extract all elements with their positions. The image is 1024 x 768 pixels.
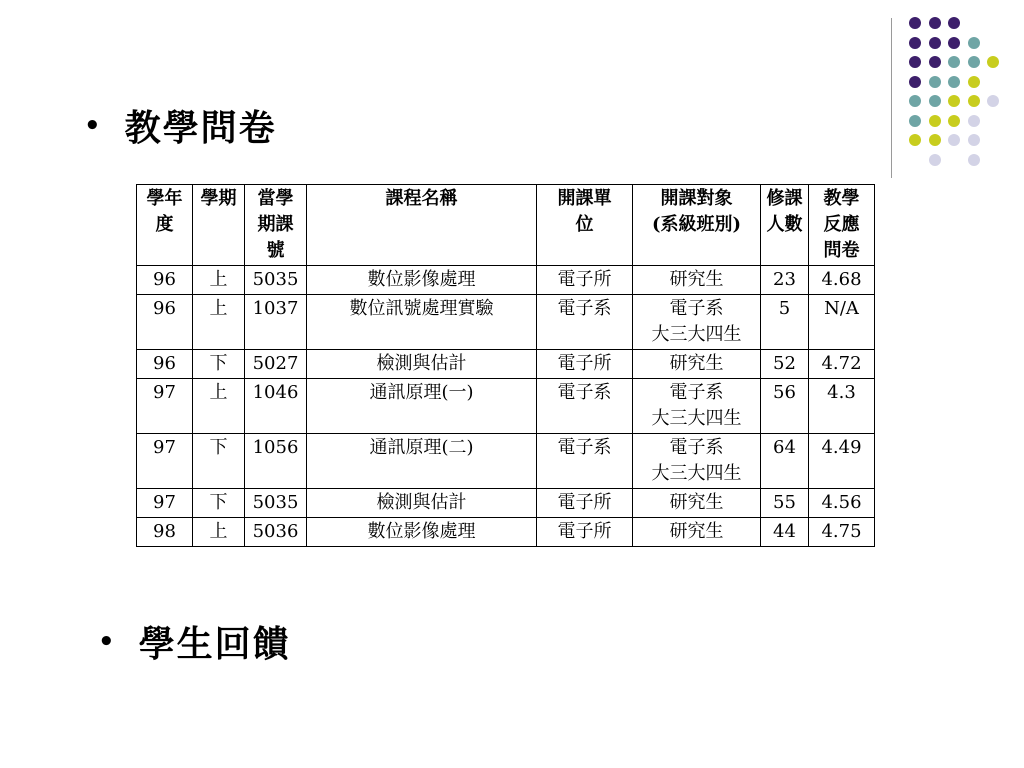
cell-code: 5027 [245, 350, 307, 379]
decorative-dot [929, 115, 941, 127]
cell-score: 4.68 [809, 266, 875, 295]
cell-unit: 電子系 [537, 434, 633, 489]
cell-unit: 電子所 [537, 350, 633, 379]
cell-target: 研究生 [633, 489, 761, 518]
decorative-dot [929, 95, 941, 107]
cell-semester: 上 [193, 379, 245, 434]
table-row [137, 295, 875, 350]
cell-year: 96 [137, 266, 193, 295]
cell-score: 4.75 [809, 518, 875, 547]
header-academic-year: 學年 度 [137, 185, 193, 266]
cell-target: 研究生 [633, 518, 761, 547]
decorative-dot [948, 95, 960, 107]
cell-semester: 上 [193, 295, 245, 350]
decorative-dot [948, 56, 960, 68]
decorative-dot [948, 134, 960, 146]
decorative-dot [929, 17, 941, 29]
table-header-row [137, 185, 875, 266]
cell-course-name: 通訊原理(二) [307, 434, 537, 489]
cell-code: 5035 [245, 266, 307, 295]
cell-enrollment: 64 [761, 434, 809, 489]
cell-semester: 下 [193, 489, 245, 518]
cell-code: 5035 [245, 489, 307, 518]
cell-year: 97 [137, 434, 193, 489]
decorative-dot [909, 134, 921, 146]
decorative-dot [948, 17, 960, 29]
decorative-dot [987, 95, 999, 107]
decorative-dot [968, 115, 980, 127]
feedback-heading: 學生回饋 [138, 623, 291, 665]
decorative-dot [929, 154, 941, 166]
cell-semester: 下 [193, 434, 245, 489]
header-survey-score: 教學 反應 問卷 [809, 185, 875, 266]
cell-enrollment: 56 [761, 379, 809, 434]
cell-code: 1037 [245, 295, 307, 350]
vertical-divider-line [891, 18, 892, 178]
bullet-item-survey [84, 100, 277, 151]
decorative-dot [909, 37, 921, 49]
decorative-dot [909, 95, 921, 107]
decorative-dot [909, 17, 921, 29]
decorative-dot [968, 37, 980, 49]
cell-score: 4.49 [809, 434, 875, 489]
cell-score: 4.56 [809, 489, 875, 518]
cell-year: 97 [137, 489, 193, 518]
table-row [137, 350, 875, 379]
cell-unit: 電子系 [537, 379, 633, 434]
cell-year: 96 [137, 295, 193, 350]
cell-unit: 電子所 [537, 266, 633, 295]
cell-score: N/A [809, 295, 875, 350]
decorative-dot [968, 154, 980, 166]
decorative-dot [929, 76, 941, 88]
decorative-dot [909, 76, 921, 88]
cell-score: 4.72 [809, 350, 875, 379]
cell-code: 1056 [245, 434, 307, 489]
table-row [137, 379, 875, 434]
decorative-dot [968, 95, 980, 107]
bullet-icon: • [84, 110, 103, 141]
decorative-dot [929, 37, 941, 49]
cell-course-name: 檢測與估計 [307, 489, 537, 518]
cell-year: 97 [137, 379, 193, 434]
cell-target: 研究生 [633, 350, 761, 379]
header-offering-unit: 開課單 位 [537, 185, 633, 266]
cell-course-name: 通訊原理(一) [307, 379, 537, 434]
cell-target: 研究生 [633, 266, 761, 295]
cell-enrollment: 5 [761, 295, 809, 350]
cell-course-name: 數位影像處理 [307, 266, 537, 295]
slide-title: 教學問卷 [124, 107, 277, 149]
cell-semester: 下 [193, 350, 245, 379]
decorative-dot [968, 134, 980, 146]
decorative-dot [948, 115, 960, 127]
cell-target: 電子系 大三大四生 [633, 379, 761, 434]
cell-unit: 電子系 [537, 295, 633, 350]
teaching-survey-table [136, 184, 875, 547]
decorative-dot [929, 134, 941, 146]
table-row [137, 266, 875, 295]
cell-target: 電子系 大三大四生 [633, 295, 761, 350]
decorative-dot [948, 76, 960, 88]
header-enrollment: 修課 人數 [761, 185, 809, 266]
cell-enrollment: 52 [761, 350, 809, 379]
decorative-dot [909, 56, 921, 68]
cell-enrollment: 44 [761, 518, 809, 547]
table-row [137, 434, 875, 489]
header-course-name: 課程名稱 [307, 185, 537, 266]
cell-semester: 上 [193, 518, 245, 547]
cell-code: 1046 [245, 379, 307, 434]
decorative-dot [929, 56, 941, 68]
cell-target: 電子系 大三大四生 [633, 434, 761, 489]
table-row [137, 489, 875, 518]
decorative-dot [948, 37, 960, 49]
cell-enrollment: 23 [761, 266, 809, 295]
bullet-item-feedback [98, 616, 291, 667]
table-row [137, 518, 875, 547]
header-target-class: 開課對象 (系級班別) [633, 185, 761, 266]
cell-course-name: 檢測與估計 [307, 350, 537, 379]
cell-year: 98 [137, 518, 193, 547]
cell-semester: 上 [193, 266, 245, 295]
header-semester: 學期 [193, 185, 245, 266]
cell-enrollment: 55 [761, 489, 809, 518]
cell-course-name: 數位訊號處理實驗 [307, 295, 537, 350]
cell-course-name: 數位影像處理 [307, 518, 537, 547]
bullet-icon: • [98, 626, 117, 657]
cell-code: 5036 [245, 518, 307, 547]
header-course-code: 當學 期課 號 [245, 185, 307, 266]
cell-unit: 電子所 [537, 489, 633, 518]
decorative-dot [968, 76, 980, 88]
cell-score: 4.3 [809, 379, 875, 434]
cell-unit: 電子所 [537, 518, 633, 547]
decorative-dot-grid [909, 17, 1009, 167]
cell-year: 96 [137, 350, 193, 379]
decorative-dot [909, 115, 921, 127]
decorative-dot [968, 56, 980, 68]
decorative-dot [987, 56, 999, 68]
